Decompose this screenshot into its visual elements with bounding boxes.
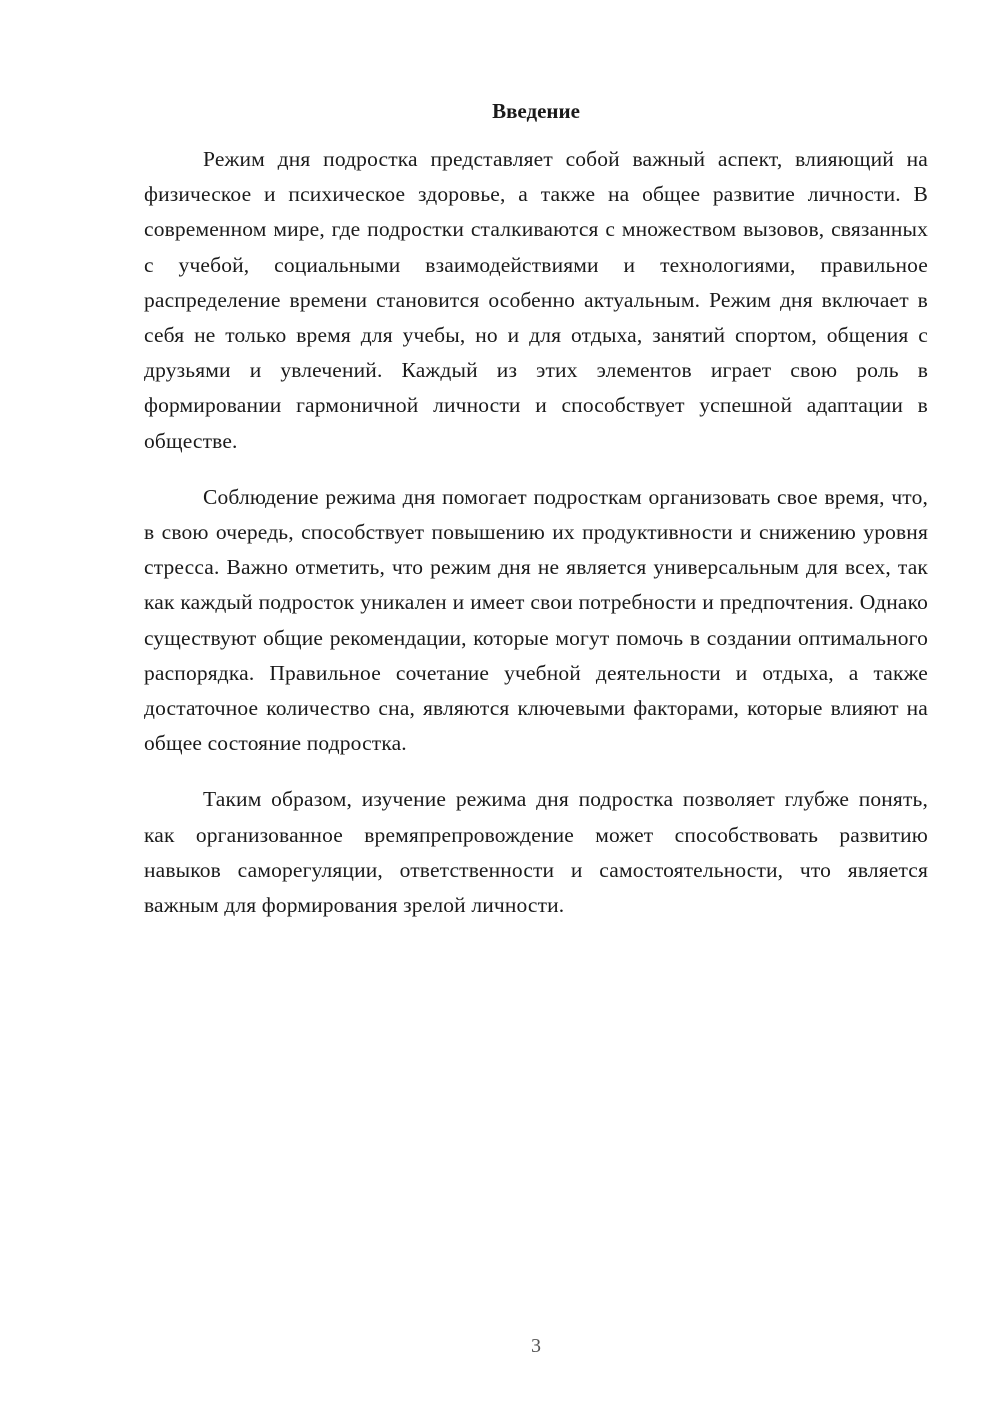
paragraph-2: Соблюдение режима дня помогает подросткам организовать свое время, что, в свою очередь, способствует повышению их продуктивности и снижению уровня стресса. Важно отметить, что режим дня не является универсальным для всех, так как каждый подросток уникален и имеет свои потребности и предпочтения. Однако существуют общие рекомендации, которые могут помочь в создании оптимального распорядка. Правильное сочетание учебной деятельности и отдыха, а также достаточное количество сна, являются ключевыми факторами, которые влияют на общее состояние подростка. — [144, 484, 928, 756]
section-heading: Введение — [492, 99, 580, 123]
body-text — [144, 142, 928, 944]
paragraph-1: Режим дня подростка представляет собой важный аспект, влияющий на физическое и психическое здоровье, а также на общее развитие личности. В современном мире, где подростки сталкиваются с множеством вызовов, связанных с учебой, социальными взаимодействиями и технологиями, правильное распределение времени становится особенно актуальным. Режим дня включает в себя не только время для учебы, но и для отдыха, занятий спортом, общения с друзьями и увлечений. Каждый из этих элементов играет свою роль в формировании гармоничной личности и способствует успешной адаптации в обществе. — [144, 147, 928, 453]
paragraph-3: Таким образом, изучение режима дня подростка позволяет глубже понять, как организованное времяпрепровождение может способствовать развитию навыков саморегуляции, ответственности и самостоятельности, что является важным для формирования зрелой личности. — [144, 787, 928, 918]
page-number: 3 — [531, 1335, 541, 1357]
